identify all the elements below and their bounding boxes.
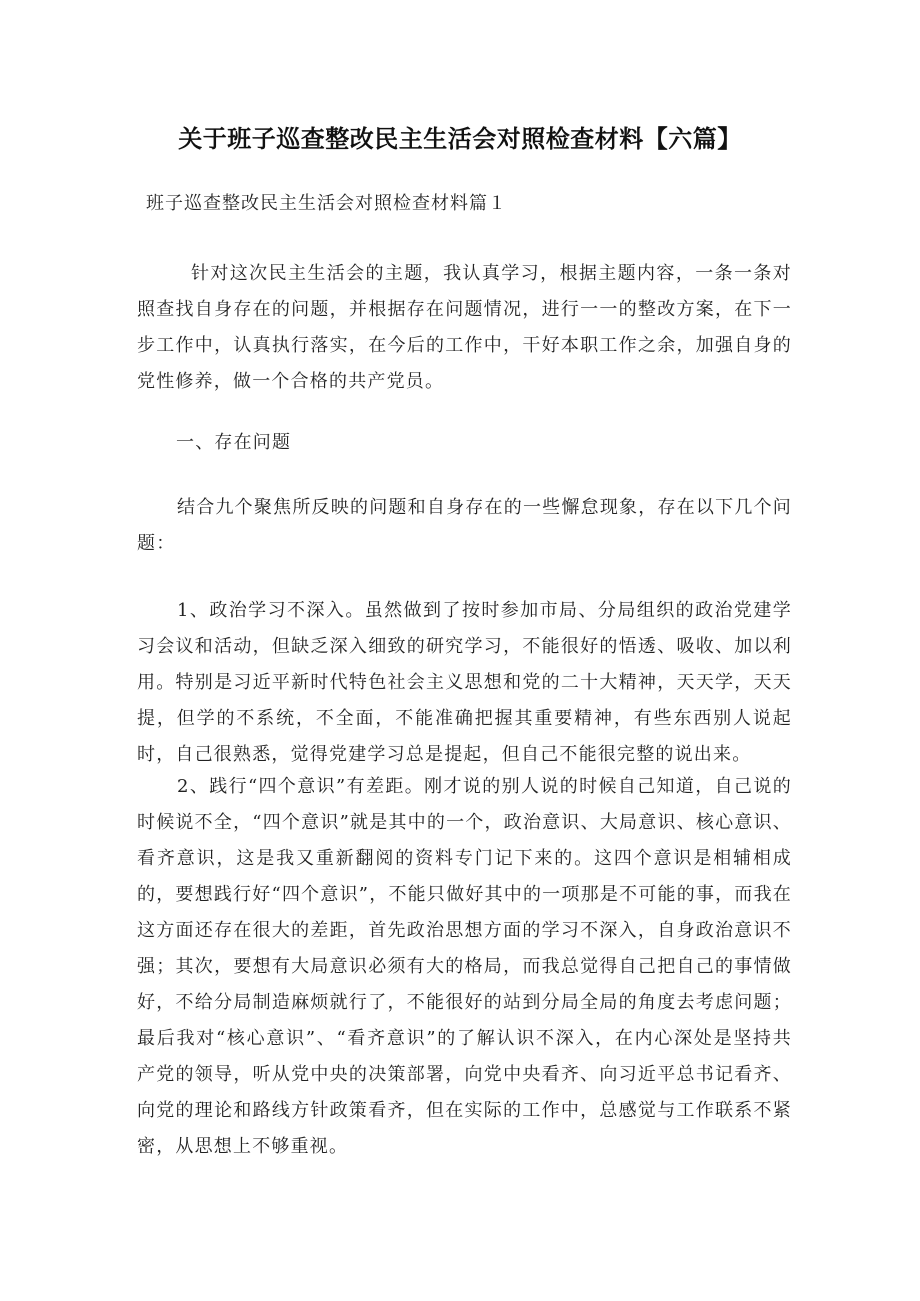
item-2-paragraph: 2、践行“四个意识”有差距。刚才说的别人说的时候自己知道，自己说的时候说不全，“四个意识”就是其中的一个，政治意识、大局意识、核心意识、看齐意识，这是我又重新翻阅的资料专门记下来的。这四个意识是相辅相成的，要想践行好“四个意识”，不能只做好其中的一项那是不可能的事，而我在这方面还存在很大的差距，首先政治思想方面的学习不深入，自身政治意识不强；其次，要想有大局意识必须有大的格局，而我总觉得自己把自己的事情做好，不给分局制造麻烦就行了，不能很好的站到分局全局的角度去考虑问题；最后我对“核心意识”、“看齐意识”的了解认识不深入，在内心深处是坚持共产党的领导，听从党中央的决策部署，向党中央看齐、向习近平总书记看齐、向党的理论和路线方针政策看齐，但在实际的工作中，总感觉与工作联系不紧密，从思想上不够重视。 <box>137 776 792 1157</box>
section-heading: 一、存在问题 <box>176 432 292 453</box>
item-1-paragraph: 1、政治学习不深入。虽然做到了按时参加市局、分局组织的政治党建学习会议和活动，但缺乏深入细致的研究学习，不能很好的悟透、吸收、加以利用。特别是习近平新时代特色社会主义思想和党的二十大精神，天天学，天天提，但学的不系统，不全面，不能准确把握其重要精神，有些东西别人说起时，自己很熟悉，觉得党建学习总是提起，但自己不能很完整的说出来。 <box>137 600 792 765</box>
intro-paragraph: 针对这次民主生活会的主题，我认真学习，根据主题内容，一条一条对照查找自身存在的问题，并根据存在问题情况，进行一一的整改方案，在下一步工作中，认真执行落实，在今后的工作中，干好本职工作之余，加强自身的党性修养，做一个合格的共产党员。 <box>137 263 792 392</box>
document-title: 关于班子巡查整改民主生活会对照检查材料【六篇】 <box>178 125 742 153</box>
lead-in-paragraph: 结合九个聚焦所反映的问题和自身存在的一些懈怠现象，存在以下几个问题： <box>137 497 792 554</box>
document-subtitle: 班子巡查整改民主生活会对照检查材料篇１ <box>146 193 507 214</box>
